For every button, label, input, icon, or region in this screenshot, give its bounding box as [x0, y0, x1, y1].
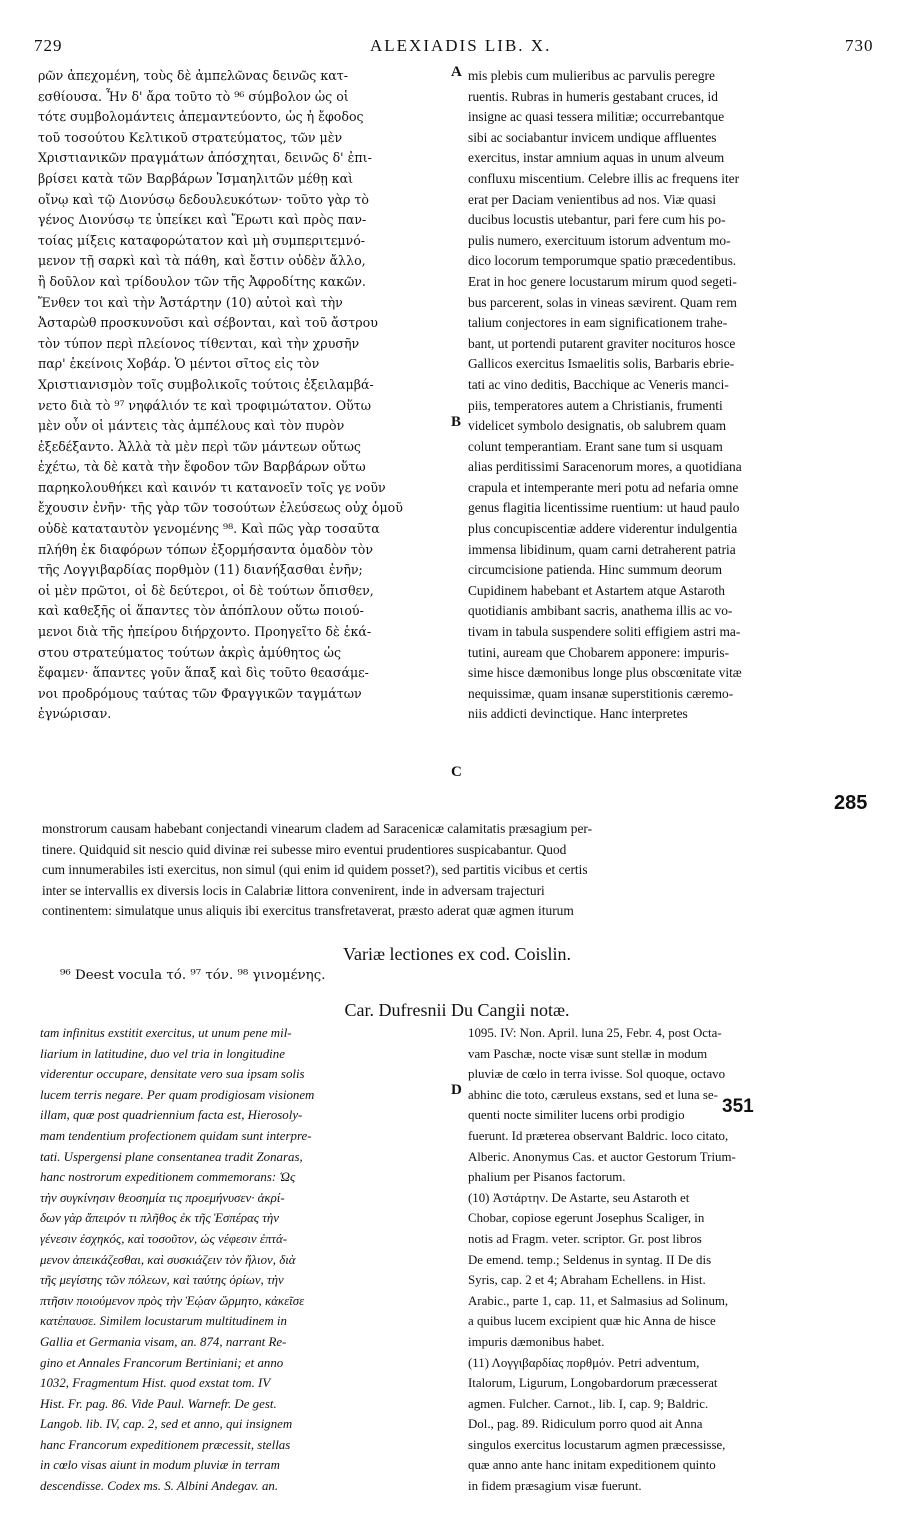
note-line-left: in cœlo visas aiunt in modum pluviæ in terram [40, 1458, 280, 1473]
margin-number-351: 351 [722, 1096, 754, 1117]
greek-line: νοι προδρόμους ταύτας τῶν Φραγγικῶν ταγμάτων [38, 685, 362, 701]
note-line-right: a quibus lucem excipient quæ hic Anna de hisce [468, 1314, 716, 1329]
latin-line: ducibus locustis utebantur, pari fere cum his po- [468, 212, 726, 228]
note-line-left: illam, quæ post quadriennium facta est, Hierosoly- [40, 1108, 303, 1123]
greek-line: μὲν οὖν οἱ μάντεις τὰς ἀμπέλους καὶ τὸν πυρὸν [38, 418, 345, 434]
greek-line: ἔφαμεν· ἅπαντες γοῦν ἅπαξ καὶ δὶς τοῦτο θεασάμε- [38, 665, 369, 681]
continuation-line: inter se intervallis ex diversis locis in Calabriæ littora convenirent, inde in adversam trajecturi [42, 882, 545, 898]
latin-line: alias perditissimi Saracenorum mores, a quotidiana [468, 459, 742, 475]
latin-line: nequissimæ, quam insanæ superstitionis cæremo- [468, 685, 734, 701]
note-line-right: Syris, cap. 2 et 4; Abraham Echellens. in Hist. [468, 1273, 706, 1288]
page-number-right: 730 [845, 36, 874, 55]
latin-line: immensa libidinum, quam carni detraherent patria [468, 541, 736, 557]
greek-line: νετο διὰ τὸ ⁹⁷ νηφάλιόν τε καὶ τροφιμώτατον. Οὕτω [38, 397, 371, 413]
greek-line: ἐξεδέξαντο. Ἀλλὰ τὰ μὲν περὶ τῶν μάντεων οὕτως [38, 438, 361, 454]
latin-line: confluxu miscentium. Celebre illis ac frequens iter [468, 170, 740, 186]
greek-line: παρηκολουθήκει καὶ καινόν τι κατανοεῖν τοῖς γε νοῦν [38, 479, 386, 495]
greek-line: εσθίουσα. Ἦν δ' ἄρα τοῦτο τὸ ⁹⁶ σύμβολον ὡς οἱ [38, 88, 349, 104]
note-line-left: Hist. Fr. pag. 86. Vide Paul. Warnefr. De gest. [40, 1396, 277, 1411]
note-line-left: πτῆσιν ποιούμενον πρὸς τὴν Ἑῴαν ὥρμητο, κἀκεῖσε [40, 1293, 305, 1308]
latin-text-column [468, 66, 880, 725]
latin-line: tutini, auream que Chobarem apponere: impuris- [468, 644, 730, 660]
continuation-line: continentem: simulatque unus aliquis ibi exercitus transfretaverat, præsto aderat quæ agmen iturum [42, 903, 574, 919]
latin-line: bus parcerent, solas in vineas sævirent. Quam rem [468, 294, 737, 310]
note-line-right: abhinc die toto, cæruleus exstans, sed et luna se- [468, 1087, 718, 1102]
note-line-left: descendisse. Codex ms. S. Albini Andegav. an. [40, 1479, 279, 1494]
greek-line: βρίσει κατὰ τῶν Βαρβάρων Ἰσμαηλιτῶν μέθῃ καὶ [38, 170, 354, 186]
latin-line: tati ac vino deditis, Bacchique ac Veneris manci- [468, 376, 729, 392]
greek-line: Χριστιανικῶν πραγμάτων ἀπόσχηται, δεινῶς δ' ἐπι- [38, 150, 372, 166]
note-line-right: Italorum, Ligurum, Longobardorum præcesserat [468, 1376, 718, 1391]
note-line-right: in fidem præsagium visæ fuerunt. [468, 1479, 642, 1494]
latin-line: insigne ac quasi tessera militiæ; occurrebantque [468, 109, 725, 125]
latin-line: Gallicos exercitus Ismaelitis solis, Barbaris ebrie- [468, 356, 735, 372]
note-line-right: quæ anno ante hanc initam expeditionem quinto [468, 1458, 716, 1473]
latin-line: colunt temperantiam. Erant sane tum si usquam [468, 438, 723, 454]
continuation-line: cum innumerabiles isti exercitus, non simul (qui enim id quidem posset?), sed partitis vicibus et certis [42, 862, 588, 878]
note-line-left: liarium in latitudine, duo vel tria in longitudine [40, 1046, 285, 1061]
continuation-text [42, 818, 882, 921]
note-line-left: δων γὰρ ἄπειρόν τι πλῆθος ἐκ τῆς Ἑσπέρας τὴν [40, 1211, 279, 1226]
latin-line: pulis numero, exercituum istorum adventum mo- [468, 232, 731, 248]
note-line-left: μενον ἀπεικάζεσθαι, καὶ συσκιάζειν τὸν ἥλιον, διὰ [40, 1252, 296, 1267]
greek-line: ἐγνώρισαν. [38, 706, 112, 722]
note-line-right: phalium per Pisanos factorum. [468, 1170, 626, 1185]
notes-right-column [468, 1024, 880, 1498]
greek-line: μενοι διὰ τῆς ἠπείρου διήρχοντο. Προηγεῖτο δὲ ἑκά- [38, 624, 372, 640]
note-line-left: τῆς μεγίστης τῶν πόλεων, καὶ ταύτης ὁρίων, τὴν [40, 1273, 284, 1288]
note-line-left: hanc Francorum expeditionem præcessit, stellas [40, 1437, 291, 1452]
greek-line: πλήθη ἐκ διαφόρων τόπων ἐξορμήσαντα ὁμαδὸν τὸν [38, 541, 374, 557]
greek-line: οὐδὲ καταταυτὸν γενομένης ⁹⁸. Καὶ πῶς γὰρ τοσαῦτα [38, 521, 380, 537]
page-number-left: 729 [34, 36, 63, 55]
latin-line: sibi ac sociabantur invicem undique affluentes [468, 129, 717, 145]
notes-left-column [40, 1024, 446, 1498]
greek-line: οἴνῳ καὶ τῷ Διονύσῳ δεδουλευκότων· τοῦτο γὰρ τὸ [38, 191, 369, 207]
latin-line: circumcisione patienda. Hinc summum deorum [468, 562, 722, 578]
note-line-left: gino et Annales Francorum Bertiniani; et anno [40, 1355, 284, 1370]
latin-line: tivam in tabula suspendere soliti effigiem astri ma- [468, 624, 741, 640]
running-title: ALEXIADIS LIB. X. [370, 36, 552, 55]
margin-number-285: 285 [834, 792, 868, 814]
notae-title: Car. Dufresnii Du Cangii notæ. [344, 1000, 570, 1020]
variae-lectiones-title: Variæ lectiones ex cod. Coislin. [343, 944, 571, 964]
greek-line: ἐχέτω, τὰ δὲ κατὰ τὴν ἔφοδον τῶν Βαρβάρων οὕτω [38, 459, 366, 475]
note-line-right: 1095. IV: Non. April. luna 25, Febr. 4, post Octa- [468, 1026, 722, 1040]
greek-line: στου στρατεύματος τούτων ἀκρὶς ἀμύθητος ὡς [38, 644, 341, 660]
latin-line: plus concupiscentiæ addere viderentur indulgentia [468, 521, 738, 537]
greek-line: ρῶν ἀπεχομένη, τοὺς δὲ ἀμπελῶνας δεινῶς κατ- [38, 68, 348, 83]
greek-line: τὸν τύπον περὶ πλείονος τίθενται, καὶ τὴν χρυσῆν [38, 335, 360, 351]
continuation-line: monstrorum causam habebant conjectandi vinearum cladem ad Saracenicæ calamitatis præsagium per- [42, 821, 593, 836]
greek-line: τοίας μίξεις καταφορώτατον καὶ μὴ συμπεριτεμνό- [38, 232, 366, 248]
greek-line: Χριστιανισμὸν τοῖς συμβολικοῖς τούτοις ἐξειλαμβά- [38, 376, 374, 392]
margin-letter-d: D [451, 1082, 462, 1098]
latin-line: genus flagitia licentissime ruentium: ut haud paulo [468, 500, 740, 516]
note-line-right: De emend. temp.; Seldenus in syntag. II De dis [468, 1252, 712, 1267]
note-line-right: agmen. Fulcher. Carnot., lib. I, cap. 9; Baldric. [468, 1396, 709, 1411]
continuation-line: tinere. Quidquid sit nescio quid divinæ rei subesse miro eventui prudentiores suspicabantur. Quod [42, 841, 567, 857]
latin-line: talium conjectores in eam significationem trahe- [468, 315, 728, 331]
margin-letter-a: A [451, 64, 462, 80]
latin-line: videlicet symbolo designatis, ob salubrem quam [468, 418, 727, 434]
greek-text-column [38, 66, 456, 725]
note-line-right: impuris dæmonibus habet. [468, 1334, 605, 1349]
greek-line: τῆς Λογγιβαρδίας πορθμὸν (11) διανήξασθαι ἐνῆν; [38, 562, 363, 578]
note-line-right: quenti nocte similiter lucens orbi prodigio [468, 1108, 685, 1123]
latin-line: crapula et intemperante meri potu ad nefaria omne [468, 479, 739, 495]
note-line-left: Langob. lib. IV, cap. 2, sed et anno, qui insignem [40, 1417, 293, 1432]
note-line-right: (11) Λογγιβαρδίας πορθμόν. Petri adventum, [468, 1355, 700, 1370]
greek-line: παρ' ἐκείνοις Χοβάρ. Ὁ μέντοι σῖτος εἰς τὸν [38, 356, 320, 372]
variae-lectiones-line: ⁹⁶ Deest vocula τό. ⁹⁷ τόν. ⁹⁸ γινομένης. [60, 968, 326, 983]
note-line-left: γένεσιν ἐσχηκός, καὶ τοσοῦτον, ὡς νέφεσιν ἐπτά- [40, 1231, 288, 1246]
greek-line: ἢ δοῦλον καὶ τρίδουλον τῶν τῆς Ἀφροδίτης κακῶν. [38, 273, 366, 289]
greek-line: τότε συμβολομάντεις ἀπεμαντεύοντο, ὡς ἡ ἔφοδος [38, 109, 364, 125]
latin-line: erat per Daciam venientibus ad nos. Viæ quasi [468, 191, 717, 207]
greek-line: Ἔνθεν τοι καὶ τὴν Ἀστάρτην (10) αὐτοὶ καὶ τὴν [38, 294, 343, 310]
note-line-right: Chobar, copiose egerunt Josephus Scaliger, in [468, 1211, 705, 1226]
margin-letter-c: C [451, 764, 462, 780]
latin-line: sime hisce dæmonibus longe plus obscœnitate vitæ [468, 665, 742, 681]
greek-line: ἔχουσιν ἐνῆν· τῆς γὰρ τῶν τοσούτων ἐλεύσεως οὐχ ὁμοῦ [38, 500, 403, 516]
note-line-left: tam infinitus exstitit exercitus, ut unum pene mil- [40, 1026, 292, 1040]
greek-line: μενον τῇ σαρκὶ καὶ τὰ πάθη, καὶ ἔστιν οὐδὲν ἄλλο, [38, 253, 366, 269]
note-line-left: tati. Uspergensi plane consentanea tradit Zonaras, [40, 1149, 303, 1164]
note-line-left: mam tendentium profectionem quidam sunt interpre- [40, 1128, 312, 1143]
note-line-right: pluviæ de cœlo in terra ivisse. Sol quoque, octavo [468, 1067, 726, 1082]
greek-line: γένος Διονύσῳ τε ὑπείκει καὶ Ἔρωτι καὶ πρὸς παν- [38, 212, 367, 228]
note-line-left: viderentur occupare, densitate vero sua ipsam solis [40, 1067, 305, 1082]
note-line-right: Arabic., parte 1, cap. 11, et Salmasius ad Solinum, [468, 1293, 729, 1308]
note-line-left: 1032, Fragmentum Hist. quod exstat tom. IV [40, 1376, 271, 1391]
latin-line: mis plebis cum mulieribus ac parvulis peregre [468, 68, 715, 83]
note-line-right: notis ad Fragm. veter. scriptor. Gr. post libros [468, 1231, 702, 1246]
greek-line: οἱ μὲν πρῶτοι, οἱ δὲ δεύτεροι, οἱ δὲ τούτων ὄπισθεν, [38, 582, 374, 598]
latin-line: Erat in hoc genere locustarum mirum quod segeti- [468, 273, 737, 289]
latin-line: quotidianis ambibant sacris, anathema illis ac vo- [468, 603, 733, 619]
note-line-left: κατέπαυσε. Similem locustarum multitudinem in [40, 1314, 287, 1329]
note-line-right: vam Paschæ, nocte visæ sunt stellæ in modum [468, 1046, 708, 1061]
margin-letter-b: B [451, 414, 462, 430]
note-line-right: (10) Ἀστάρτην. De Astarte, seu Astaroth et [468, 1190, 690, 1205]
latin-line: niis addicti devinctique. Hanc interpretes [468, 706, 688, 722]
latin-line: bant, ut portendi putarent graviter nocituros hosce [468, 335, 736, 351]
greek-line: τοῦ τοσούτου Κελτικοῦ στρατεύματος, τῶν μὲν [38, 129, 343, 145]
note-line-left: τὴν συγκίνησιν θεοσημία τις προεμήνυσεν· ἀκρί- [40, 1190, 285, 1205]
latin-line: dico locorum temporumque spatio præcedentibus. [468, 253, 737, 269]
greek-line: καὶ καθεξῆς οἱ ἅπαντες τὸν ἀπόπλουν οὕτω ποιού- [38, 603, 364, 619]
latin-line: piis, temperatores autem a Christianis, frumenti [468, 397, 723, 413]
note-line-left: hanc nostrorum expeditionem commemorans: Ὡς [40, 1170, 296, 1185]
note-line-right: singulos exercitus locustarum agmen præcessisse, [468, 1437, 726, 1452]
note-line-right: Alberic. Anonymus Cas. et auctor Gestorum Trium- [468, 1149, 736, 1164]
greek-line: Ἀσταρὼθ προσκυνοῦσι καὶ σέβονται, καὶ τοῦ ἄστρου [38, 315, 378, 331]
note-line-right: fuerunt. Id præterea observant Baldric. loco citato, [468, 1128, 729, 1143]
note-line-left: lucem terris negare. Per quam prodigiosam visionem [40, 1087, 315, 1102]
latin-line: Cupidinem habebant et Astartem atque Astaroth [468, 582, 725, 598]
latin-line: exercitus, instar amnium aquas in unum alveum [468, 150, 725, 166]
note-line-left: Gallia et Germania visam, an. 874, narrant Re- [40, 1334, 287, 1349]
latin-line: ruentis. Rubras in humeris gestabant cruces, id [468, 88, 718, 104]
note-line-right: Dol., pag. 89. Ridiculum porro quod ait Anna [468, 1417, 703, 1432]
